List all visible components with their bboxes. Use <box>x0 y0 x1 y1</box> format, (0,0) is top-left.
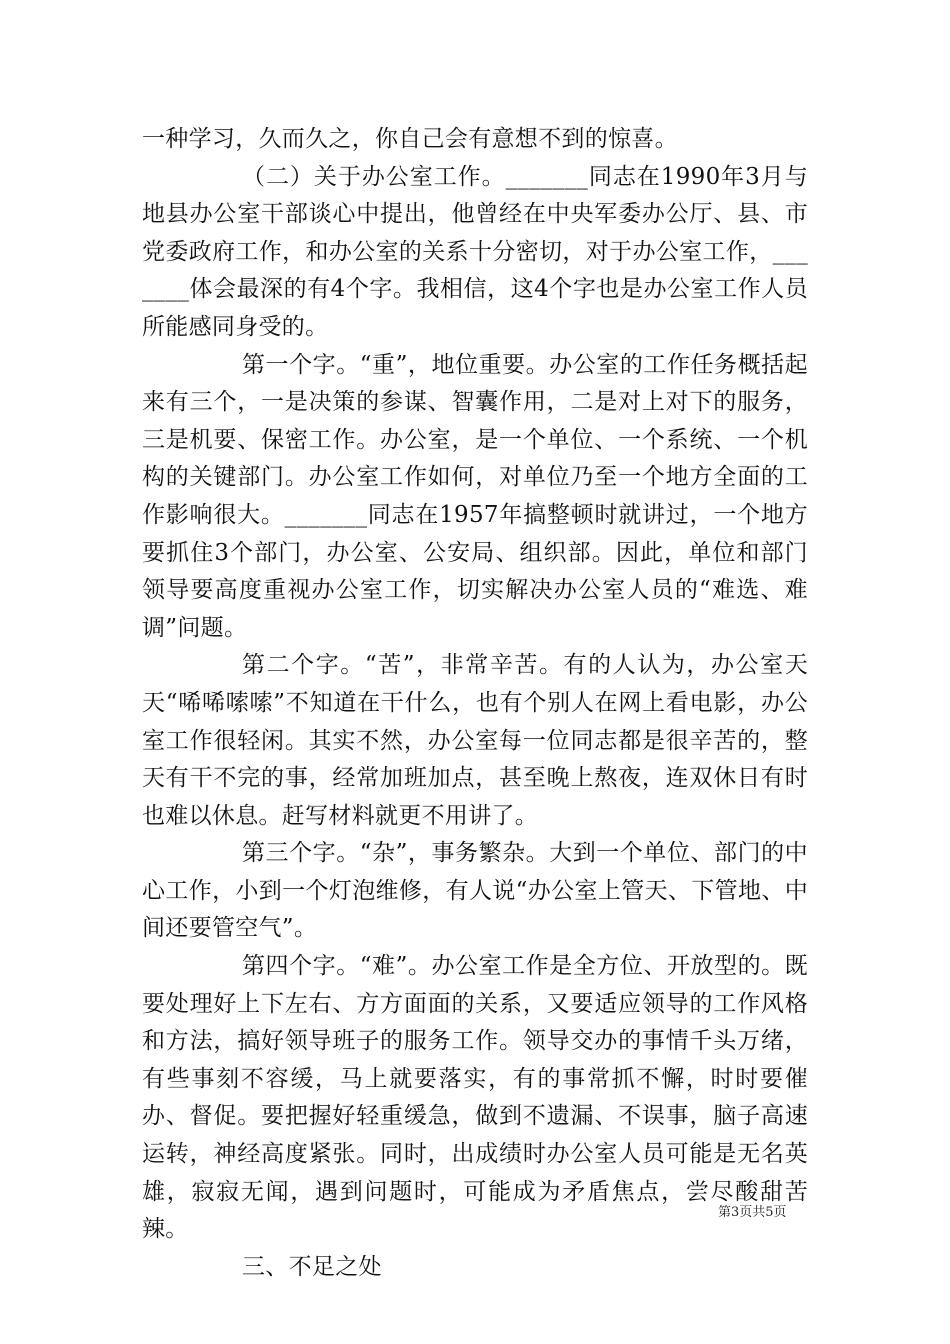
section-heading-shortcomings: 三、不足之处 <box>242 1253 382 1280</box>
page-number-footer: 第3页共5页 <box>718 1205 787 1220</box>
paragraph-first-character: 第一个字。“重”，地位重要。办公室的工作任务概括起来有三个，一是决策的参谋、智囊作用，二是对上对下的服务，三是机要、保密工作。办公室，是一个单位、一个系统、一个机构的关键部门。办公室工作如何，对单位乃至一个地方全面的工作影响很大。_______同志在1957年搞整顿时就讲过，一个地方要抓住3个部门，办公室、公安局、组织部。因此，单位和部门领导要高度重视办公室工作，切实解决办公室人员的“难选、难调”问题。 <box>142 351 808 641</box>
document-body <box>142 121 808 1286</box>
paragraph-office-work-intro: （二）关于办公室工作。_______同志在1990年3月与地县办公室干部谈心中提出，他曾经在中央军委办公厅、县、市党委政府工作，和办公室的关系十分密切，对于办公室工作，_______体会最深的有4个字。我相信，这4个字也是办公室工作人员所能感同身受的。 <box>142 163 808 340</box>
paragraph-continuation: 一种学习，久而久之，你自己会有意想不到的惊喜。 <box>142 126 678 152</box>
paragraph-second-character: 第二个字。“苦”，非常辛苦。有的人认为，办公室天天“唏唏嗦嗦”不知道在干什么，也有个别人在网上看电影，办公室工作很轻闲。其实不然，办公室每一位同志都是很辛苦的，整天有干不完的事，经常加班加点，甚至晚上熬夜，连双休日有时也难以休息。赶写材料就更不用讲了。 <box>142 652 808 829</box>
paragraph-fourth-character: 第四个字。“难”。办公室工作是全方位、开放型的。既要处理好上下左右、方方面面的关系，又要适应领导的工作风格和方法，搞好领导班子的服务工作。领导交办的事情千头万绪，有些事刻不容缓，马上就要落实，有的事常抓不懈，时时要催办、督促。要把握好轻重缓急，做到不遗漏、不误事，脑子高速运转，神经高度紧张。同时，出成绩时办公室人员可能是无名英雄，寂寂无闻，遇到问题时，可能成为矛盾焦点，尝尽酸甜苦辣。 <box>142 953 808 1243</box>
paragraph-third-character: 第三个字。“杂”，事务繁杂。大到一个单位、部门的中心工作，小到一个灯泡维修，有人说“办公室上管天、下管地、中间还要管空气”。 <box>142 840 808 942</box>
